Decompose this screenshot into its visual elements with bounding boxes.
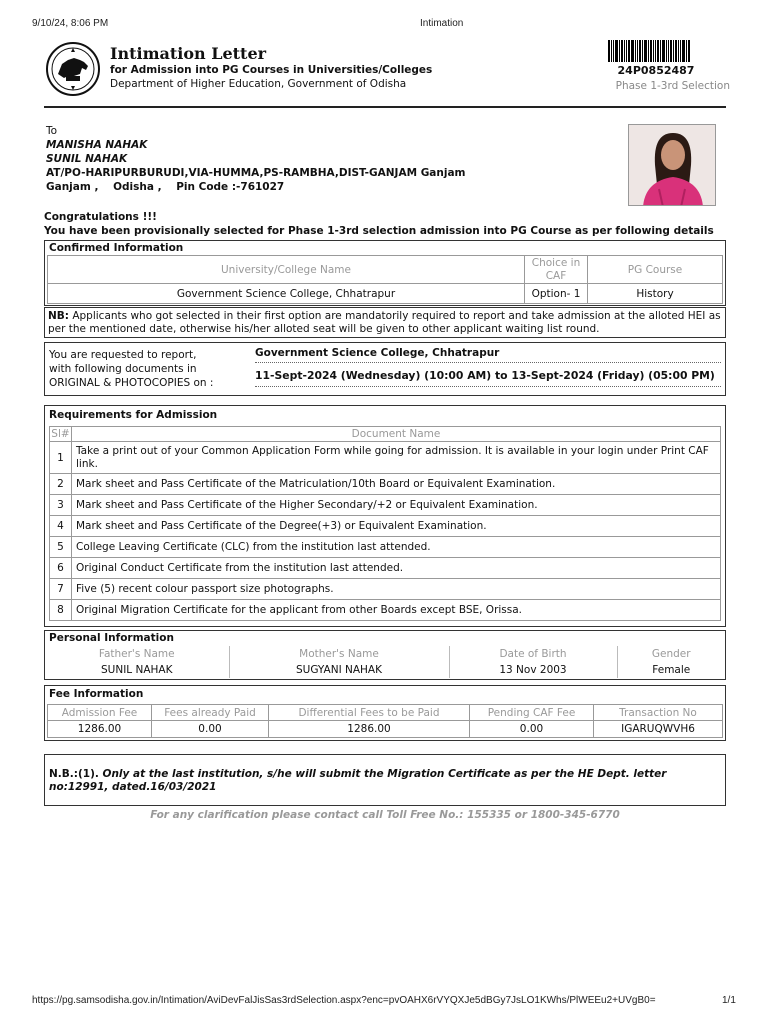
barcode (608, 40, 704, 62)
print-page-number: 1/1 (722, 995, 736, 1006)
barcode-bar (675, 40, 677, 62)
requirement-document: Mark sheet and Pass Certificate of the Higher Secondary/+2 or Equivalent Examination. (72, 495, 721, 516)
barcode-bar (680, 40, 681, 62)
barcode-bar (678, 40, 679, 62)
barcode-bar (631, 40, 634, 62)
col-document-name: Document Name (72, 427, 721, 442)
applicant-father: SUNIL NAHAK (46, 153, 128, 165)
fees-paid: 0.00 (152, 721, 269, 738)
letter-title: Intimation Letter (110, 44, 267, 63)
barcode-bar (621, 40, 623, 62)
migration-note (44, 754, 726, 806)
barcode-bar (644, 40, 647, 62)
migration-note-prefix: N.B.:(1). (49, 768, 99, 780)
requirement-document: Mark sheet and Pass Certificate of the Degree(+3) or Equivalent Examination. (72, 516, 721, 537)
odisha-emblem-icon (44, 40, 102, 98)
barcode-bar (673, 40, 674, 62)
fee-label: Fee Information (49, 688, 144, 700)
confirmed-section (44, 240, 726, 306)
father-name: SUNIL NAHAK (45, 662, 229, 678)
nb-notice (44, 307, 726, 338)
requirement-document: Take a print out of your Common Application Form while going for admission. It is available in your login under Print CAF link. (72, 442, 721, 474)
requirement-sl: 4 (50, 516, 72, 537)
confirmed-label: Confirmed Information (49, 242, 184, 254)
barcode-bar (637, 40, 638, 62)
department-name: Department of Higher Education, Government of Odisha (110, 78, 407, 90)
contact-info: For any clarification please contact call Toll Free No.: 155335 or 1800-345-6770 (150, 809, 620, 821)
barcode-bar (635, 40, 636, 62)
migration-note-text: Only at the last institution, s/he will submit the Migration Certificate as per the HE Dept. letter no:12991, dated.16/03/2021 (49, 768, 667, 793)
barcode-bar (653, 40, 654, 62)
requirement-row (50, 442, 721, 474)
requirement-document: Mark sheet and Pass Certificate of the Matriculation/10th Board or Equivalent Examination. (72, 474, 721, 495)
report-dates: 11-Sept-2024 (Wednesday) (10:00 AM) to 13-Sept-2024 (Friday) (05:00 PM) (255, 369, 721, 387)
address-line-1: AT/PO-HARIPURBURUDI,VIA-HUMMA,PS-RAMBHA,DIST-GANJAM Ganjam (46, 167, 466, 179)
barcode-bar (642, 40, 643, 62)
requirement-sl: 2 (50, 474, 72, 495)
requirement-document: Five (5) recent colour passport size photographs. (72, 579, 721, 600)
barcode-bar (624, 40, 625, 62)
barcode-bar (660, 40, 661, 62)
report-college: Government Science College, Chhatrapur (255, 347, 721, 363)
confirmed-table (47, 255, 723, 304)
requirement-sl: 8 (50, 600, 72, 621)
col-mother: Mother's Name (229, 646, 449, 662)
barcode-bar (668, 40, 669, 62)
col-choice: Choice in CAF (525, 256, 588, 284)
col-pending-caf-fee: Pending CAF Fee (470, 705, 594, 721)
col-college-name: University/College Name (48, 256, 525, 284)
requirement-row (50, 537, 721, 558)
mother-name: SUGYANI NAHAK (229, 662, 449, 678)
report-line-3: ORIGINAL & PHOTOCOPIES on : (49, 377, 214, 389)
requirements-table (49, 426, 721, 621)
barcode-bar (615, 40, 618, 62)
address-line-2: Ganjam , Odisha , Pin Code :-761027 (46, 181, 285, 193)
report-line-2: with following documents in (49, 363, 197, 375)
requirements-label: Requirements for Admission (49, 409, 218, 421)
phase-label: Phase 1-3rd Selection (615, 80, 730, 92)
col-transaction-no: Transaction No (594, 705, 723, 721)
print-url: https://pg.samsodisha.gov.in/Intimation/AviDevFalJisSas3rdSelection.aspx?enc=pvOAHX6rVYQXJe5dBGy7JsLO1KWhs/PlWEEu2+UVgB0= (32, 995, 656, 1006)
col-fees-paid: Fees already Paid (152, 705, 269, 721)
requirement-sl: 3 (50, 495, 72, 516)
requirement-sl: 5 (50, 537, 72, 558)
barcode-bar (628, 40, 630, 62)
barcode-bar (662, 40, 665, 62)
requirement-row (50, 600, 721, 621)
requirement-row (50, 516, 721, 537)
barcode-bar (611, 40, 612, 62)
col-father: Father's Name (45, 646, 229, 662)
col-sl: Sl# (51, 428, 70, 440)
barcode-bar (666, 40, 667, 62)
requirement-sl: 7 (50, 579, 72, 600)
col-gender: Gender (651, 648, 691, 660)
fee-section (44, 685, 726, 741)
requirement-sl: 6 (50, 558, 72, 579)
barcode-bar (657, 40, 659, 62)
congrats-message: You have been provisionally selected for Phase 1-3rd selection admission into PG Course as per following details (44, 225, 714, 237)
requirements-section (44, 405, 726, 627)
barcode-bar (655, 40, 656, 62)
barcode-bar (613, 40, 614, 62)
applicant-name: MANISHA NAHAK (46, 139, 148, 151)
pending-caf-fee: 0.00 (470, 721, 594, 738)
print-datetime: 9/10/24, 8:06 PM (32, 18, 109, 29)
barcode-bar (686, 40, 687, 62)
report-section (44, 342, 726, 396)
col-admission-fee: Admission Fee (48, 705, 152, 721)
requirement-document: Original Conduct Certificate from the institution last attended. (72, 558, 721, 579)
requirement-document: Original Migration Certificate for the applicant from other Boards except BSE, Orissa. (72, 600, 721, 621)
personal-table (45, 646, 725, 678)
to-label: To (46, 125, 58, 137)
nb-label: NB: (48, 310, 69, 322)
requirement-document: College Leaving Certificate (CLC) from the institution last attended. (72, 537, 721, 558)
barcode-bar (682, 40, 685, 62)
congrats-title: Congratulations !!! (44, 211, 157, 223)
gender: Female (652, 664, 691, 676)
barcode-bar (608, 40, 610, 62)
personal-label: Personal Information (49, 632, 174, 644)
pg-course: History (588, 284, 723, 304)
requirement-row (50, 495, 721, 516)
report-line-1: You are requested to report, (49, 349, 197, 361)
fee-table (47, 704, 723, 738)
transaction-no: IGARUQWVH6 (594, 721, 723, 738)
letter-subtitle: for Admission into PG Courses in Universities/Colleges (110, 64, 433, 76)
college-name: Government Science College, Chhatrapur (48, 284, 525, 304)
barcode-bar (670, 40, 672, 62)
differential-fees: 1286.00 (269, 721, 470, 738)
barcode-bar (619, 40, 620, 62)
col-differential-fees: Differential Fees to be Paid (269, 705, 470, 721)
choice-value: Option- 1 (525, 284, 588, 304)
nb-text: Applicants who got selected in their first option are mandatorily required to report and take admission at the alloted HEI as per the mentioned date, otherwise his/her alloted seat will be given to other applicant waiting list round. (48, 310, 721, 335)
col-pg-course: PG Course (588, 256, 723, 284)
admission-fee: 1286.00 (48, 721, 152, 738)
applicant-photo (628, 124, 716, 206)
header-divider (44, 106, 726, 108)
requirement-row (50, 579, 721, 600)
barcode-bar (639, 40, 641, 62)
application-number: 24P0852487 (617, 64, 695, 77)
date-of-birth: 13 Nov 2003 (449, 662, 617, 678)
personal-section (44, 630, 726, 680)
barcode-bar (648, 40, 649, 62)
barcode-bar (650, 40, 652, 62)
barcode-bar (688, 40, 690, 62)
requirement-sl: 1 (50, 442, 72, 474)
col-dob: Date of Birth (449, 646, 617, 662)
barcode-bar (626, 40, 627, 62)
requirement-row (50, 474, 721, 495)
requirement-row (50, 558, 721, 579)
print-page-title: Intimation (420, 18, 464, 29)
